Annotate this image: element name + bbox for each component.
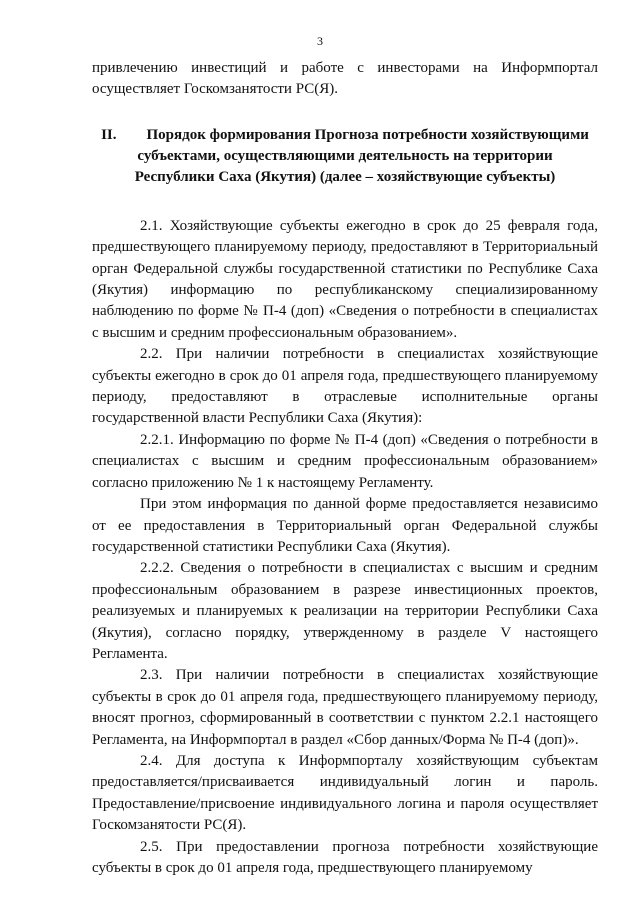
paragraph-2-2-1: 2.2.1. Информацию по форме № П-4 (доп) «Сведения о потребности в специалистах с высшим и средним профессиональным образованием» согласно приложению № 1 к настоящему Регламенту. <box>92 431 598 491</box>
lead-paragraph: привлечению инвестиций и работе с инвесторами на Информпортал осуществляет Госкомзанятости РС(Я). <box>92 60 598 98</box>
paragraph-2-5: 2.5. При предоставлении прогноза потребности хозяйствующие субъекты в срок до 01 апреля года, предшествующего планируемому <box>92 838 598 876</box>
section-heading <box>92 125 598 188</box>
page-number: 3 <box>317 34 323 48</box>
paragraph-2-3: 2.3. При наличии потребности в специалистах хозяйствующие субъекты в срок до 01 апреля года, предшествующего планируемому периоду, вносят прогноз, сформированный в соответствии с пунктом 2.2.1 настоящего Регламента, на Информпортал в раздел «Сбор данных/Форма № П-4 (доп)». <box>92 667 598 748</box>
paragraph-2-4: 2.4. Для доступа к Информпорталу хозяйствующим субъектам предоставляется/присваивается индивидуальный логин и пароль. Предоставление/присвоение индивидуального логина и пароля осуществляет Госкомзанятости РС(Я). <box>92 752 598 834</box>
document-body <box>92 58 598 879</box>
paragraph-2-1: 2.1. Хозяйствующие субъекты ежегодно в срок до 25 февраля года, предшествующего планируемому периоду, предоставляют в Территориальный орган Федеральной службы государственной статистики по Республике Саха (Якутия) информацию по республиканскому специализированному наблюдению по форме № П-4 (доп) «Сведения о потребности в специалистах с высшим и средним профессиональным образованием». <box>92 217 598 341</box>
paragraph-2-2: 2.2. При наличии потребности в специалистах хозяйствующие субъекты ежегодно в срок до 01 апреля года, предшествующего планируемому периоду, предоставляют в отраслевые исполнительные органы государственной власти Республики Саха (Якутия): <box>92 346 598 427</box>
paragraph-2-2-2: 2.2.2. Сведения о потребности в специалистах с высшим и средним профессиональным образованием в разрезе инвестиционных проектов, реализуемых и планируемых к реализации на территории Республики Саха (Якутия), согласно порядку, утвержденному в разделе V настоящего Регламента. <box>92 560 598 662</box>
section-number: II. <box>101 126 117 143</box>
section-title: Порядок формирования Прогноза потребности хозяйствующими субъектами, осуществляющими деятельность на территории Республики Саха (Якутия) (далее – хозяйствующие субъекты) <box>134 126 589 185</box>
paragraph-note: При этом информация по данной форме предоставляется независимо от ее предоставления в Территориальный орган Федеральной службы государственной статистики Республики Саха (Якутия). <box>92 496 598 555</box>
